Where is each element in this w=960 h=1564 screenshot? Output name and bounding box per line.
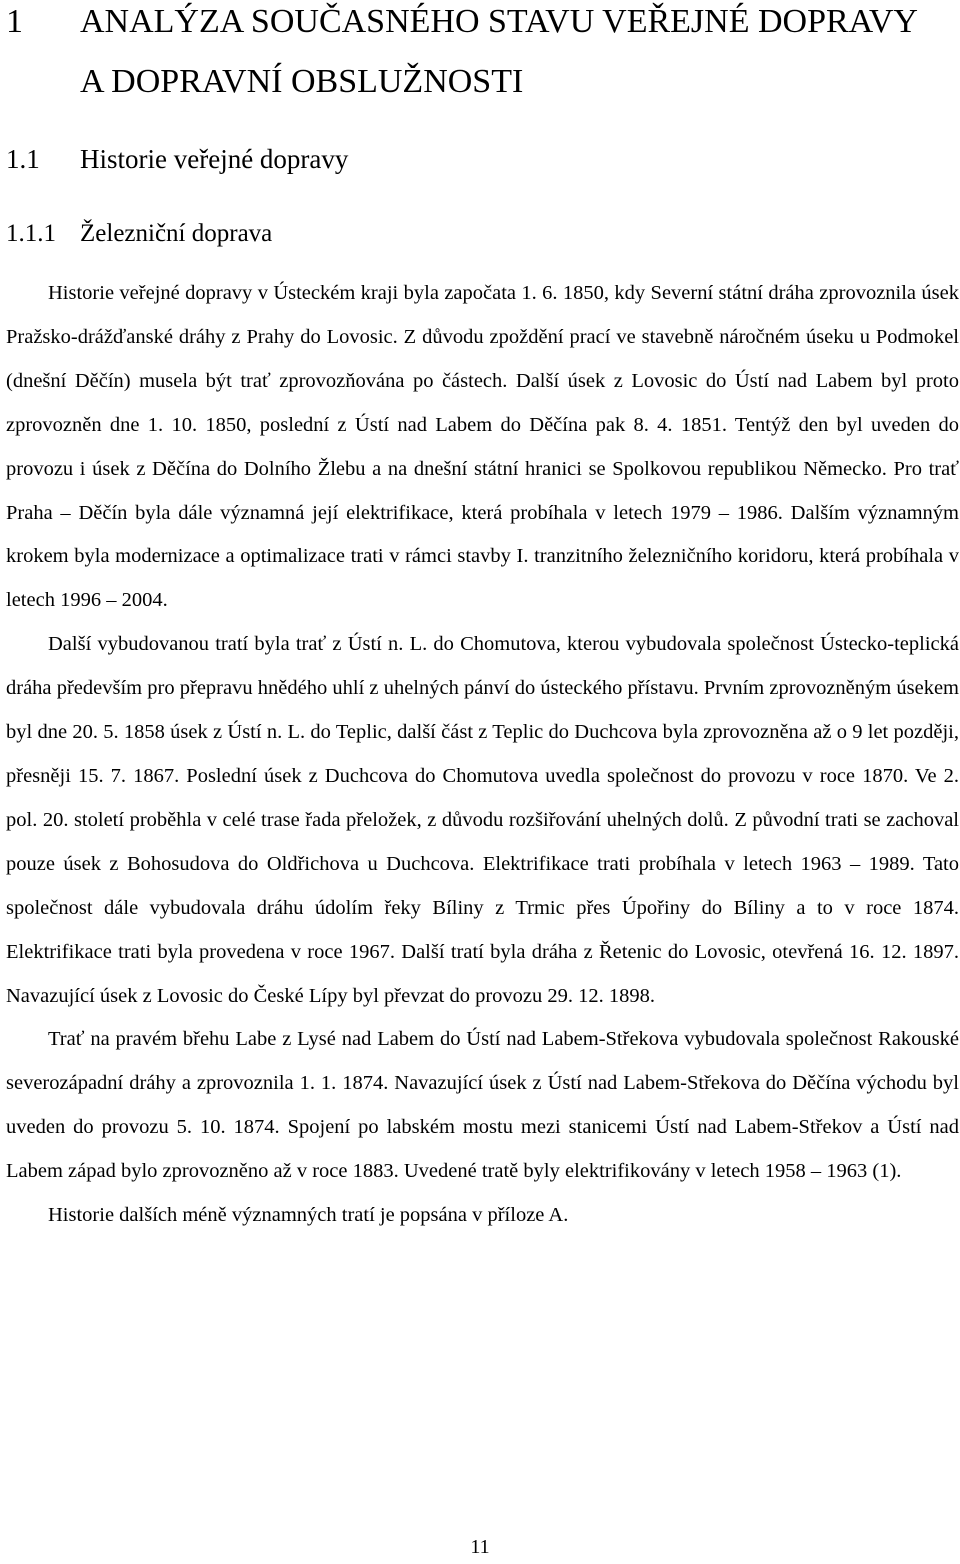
body-text — [6, 272, 959, 1238]
section-heading — [6, 139, 348, 179]
section-title: Historie veřejné dopravy — [80, 144, 349, 174]
paragraph-1: Historie veřejné dopravy v Ústeckém kraji byla započata 1. 6. 1850, kdy Severní státní dráha zprovoznila úsek Pražsko-drážďanské dráhy z Prahy do Lovosic. Z důvodu zpoždění prací ve stavebně náročném úseku u Podmokel (dnešní Děčín) musela být trať zprovozňována po částech. Další úsek z Lovosic do Ústí nad Labem byl proto zprovozněn dne 1. 10. 1850, poslední z Ústí nad Labem do Děčína pak 8. 4. 1851. Tentýž den byl uveden do provozu i úsek z Děčína do Dolního Žlebu a na dnešní státní hranici se Spolkovou republikou Německo. Pro trať Praha – Děčín byla dále významná její elektrifikace, která probíhala v letech 1979 – 1986. Dalším významným krokem byla modernizace a optimalizace trati v rámci stavby I. tranzitního železničního koridoru, která probíhala v letech 1996 – 2004. — [6, 282, 959, 612]
chapter-heading — [6, 0, 918, 112]
chapter-title-line2: A DOPRAVNÍ OBSLUŽNOSTI — [80, 63, 524, 100]
subsection-title: Železniční doprava — [80, 220, 273, 247]
subsection-heading — [6, 214, 272, 254]
paragraph-3: Trať na pravém břehu Labe z Lysé nad Labem do Ústí nad Labem-Střekova vybudovala společnost Rakouské severozápadní dráhy a zprovoznila 1. 1. 1874. Navazující úsek z Ústí nad Labem-Střekova do Děčína východu byl uveden do provozu 5. 10. 1874. Spojení po labském mostu mezi stanicemi Ústí nad Labem-Střekov a Ústí nad Labem západ bylo zprovozněno až v roce 1883. Uvedené tratě byly elektrifikovány v letech 1958 – 1963 (1). — [6, 1028, 959, 1183]
page-number: 11 — [470, 1536, 490, 1558]
section-number: 1.1 — [6, 144, 40, 174]
paragraph-4: Historie dalších méně významných tratí je popsána v příloze A. — [48, 1204, 569, 1227]
chapter-title-line1: ANALÝZA SOUČASNÉHO STAVU VEŘEJNÉ DOPRAVY — [80, 3, 918, 40]
chapter-number: 1 — [6, 3, 23, 40]
subsection-number: 1.1.1 — [6, 220, 56, 247]
paragraph-2: Další vybudovanou tratí byla trať z Ústí n. L. do Chomutova, kterou vybudovala společnost Ústecko-teplická dráha především pro přepravu hnědého uhlí z uhelných pánví do ústeckého přístavu. Prvním zprovozněným úsekem byl dne 20. 5. 1858 úsek z Ústí n. L. do Teplic, další část z Teplic do Duchcova byla zprovozněna až o 9 let později, přesněji 15. 7. 1867. Poslední úsek z Duchcova do Chomutova uvedla společnost do provozu v roce 1870. Ve 2. pol. 20. století proběhla v celé trase řada přeložek, z důvodu rozšiřování uhelných dolů. Z původní trati se zachoval pouze úsek z Bohosudova do Oldřichova u Duchcova. Elektrifikace trati probíhala v letech 1963 – 1989. Tato společnost dále vybudovala dráhu údolím řeky Bíliny z Trmic přes Úpořiny do Bíliny a to v roce 1874. Elektrifikace trati byla provedena v roce 1967. Další tratí byla dráha z Řetenic do Lovosic, otevřená 16. 12. 1897. Navazující úsek z Lovosic do České Lípy byl převzat do provozu 29. 12. 1898. — [6, 633, 959, 1007]
